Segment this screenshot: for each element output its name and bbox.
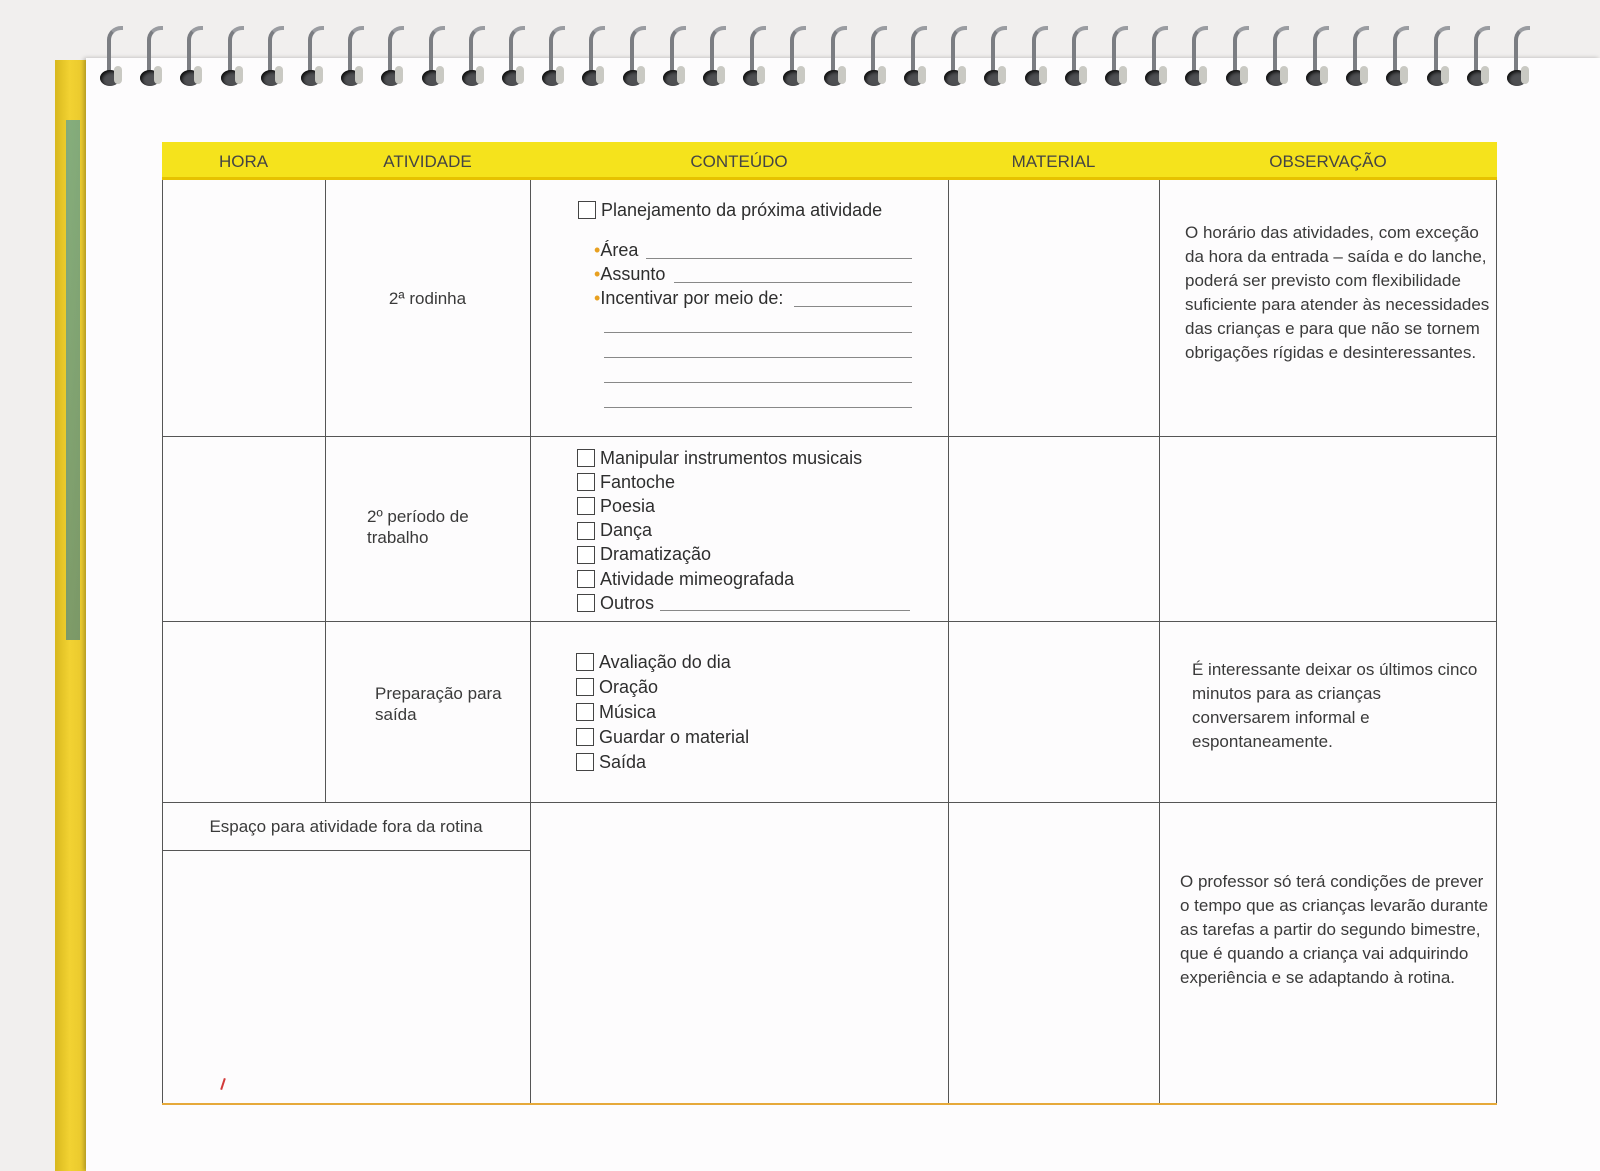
row3-observacao: É interessante deixar os últimos cinco minutos para as crianças conversarem informal e espontaneamente.: [1192, 660, 1478, 751]
spiral-ring: [138, 18, 168, 94]
spiral-ring: [942, 18, 972, 94]
spiral-ring: [460, 18, 490, 94]
checkbox-box[interactable]: [576, 678, 594, 696]
checkbox-box[interactable]: [576, 653, 594, 671]
bullet-incentivar: •Incentivar por meio de:: [594, 288, 784, 308]
checkbox-label: Música: [599, 701, 657, 722]
fill-line: [604, 332, 912, 333]
fill-line: [674, 282, 912, 283]
checkbox-label: Planejamento da próxima atividade: [601, 199, 883, 220]
fill-line: [660, 610, 910, 611]
fill-line: [604, 382, 912, 383]
fill-line: [794, 306, 912, 307]
checkbox-item[interactable]: [576, 750, 646, 774]
grid-line: [530, 180, 531, 1105]
table-header: [162, 142, 1497, 180]
routine-table: [162, 142, 1497, 1105]
spiral-ring: [540, 18, 570, 94]
spiral-ring: [1063, 18, 1093, 94]
header-material: MATERIAL: [1011, 152, 1096, 171]
checkbox-item[interactable]: [576, 700, 656, 724]
spiral-ring: [1183, 18, 1213, 94]
grid-line: [325, 180, 326, 802]
checkbox-box[interactable]: [578, 201, 596, 219]
checkbox-label: Avaliação do dia: [599, 651, 731, 672]
checkbox-label: Manipular instrumentos musicais: [600, 447, 863, 468]
checkbox-item[interactable]: [576, 650, 731, 674]
table-bottom-line: [162, 1103, 1497, 1105]
checkbox-label: Dramatização: [600, 544, 712, 565]
spiral-ring: [339, 18, 369, 94]
checkbox-box[interactable]: [576, 753, 594, 771]
checkbox-item[interactable]: [577, 470, 675, 494]
spiral-ring: [379, 18, 409, 94]
spiral-ring: [741, 18, 771, 94]
checkbox-box[interactable]: [577, 473, 595, 491]
row4-observacao: O professor só terá condições de prever o tempo que as crianças levarão durante as tarefas a partir do segundo bimestre, que é quando a criança vai adquirindo experiência e se adaptando à rotina.: [1180, 872, 1489, 987]
spiral-ring: [1023, 18, 1053, 94]
spiral-ring: [1103, 18, 1133, 94]
spiral-ring: [1224, 18, 1254, 94]
spiral-ring: [219, 18, 249, 94]
spiral-ring: [299, 18, 329, 94]
checkbox-label: Dança: [600, 520, 653, 541]
grid-line: [948, 180, 949, 1105]
checkbox-label: Oração: [599, 676, 659, 697]
grid-line: [162, 436, 1497, 437]
spiral-ring: [781, 18, 811, 94]
checkbox-box[interactable]: [576, 703, 594, 721]
header-atividade: ATIVIDADE: [383, 152, 472, 171]
spiral-ring: [1344, 18, 1374, 94]
spiral-ring: [1465, 18, 1495, 94]
spiral-ring: [580, 18, 610, 94]
grid-line: [162, 802, 1497, 803]
spiral-ring: [701, 18, 731, 94]
checkbox-label: Outros: [600, 592, 655, 613]
grid-line: [1496, 180, 1497, 1105]
row2-atividade: 2º período de trabalho: [367, 507, 469, 547]
checkbox-item[interactable]: [576, 675, 658, 699]
grid-line: [162, 621, 1497, 622]
spiral-ring: [621, 18, 651, 94]
header-hora: HORA: [218, 152, 269, 171]
checkbox-box[interactable]: [577, 449, 595, 467]
checkbox-box[interactable]: [577, 497, 595, 515]
spiral-ring: [1143, 18, 1173, 94]
row1-observacao: O horário das atividades, com exceção da hora da entrada – saída e do lanche, poderá ser previsto com flexibilidade suficiente para atender às necessidades das crianças e para que não se tornem obrigações rígidas e desinteressantes.: [1185, 223, 1490, 362]
cover-stripe: [66, 120, 80, 640]
checkbox-planejamento[interactable]: [578, 198, 882, 222]
spiral-ring: [500, 18, 530, 94]
checkbox-label: Saída: [599, 751, 647, 772]
checkbox-item[interactable]: [577, 519, 652, 543]
checkbox-box[interactable]: [576, 728, 594, 746]
header-observacao: OBSERVAÇÃO: [1269, 152, 1387, 171]
fill-line: [646, 258, 912, 259]
row3-atividade: Preparação para saída: [375, 684, 502, 724]
checkbox-box[interactable]: [577, 522, 595, 540]
checkbox-item[interactable]: [577, 494, 655, 518]
spiral-ring: [259, 18, 289, 94]
grid-line: [1159, 180, 1160, 1105]
table-body: [162, 180, 1497, 1105]
spiral-binding: [86, 18, 1600, 98]
checkbox-item[interactable]: [577, 567, 794, 591]
checkbox-item[interactable]: [576, 725, 749, 749]
spiral-ring: [98, 18, 128, 94]
spiral-ring: [661, 18, 691, 94]
spiral-ring: [982, 18, 1012, 94]
spiral-ring: [1425, 18, 1455, 94]
spiral-ring: [862, 18, 892, 94]
checkbox-label: Guardar o material: [599, 726, 750, 747]
spiral-ring: [1505, 18, 1535, 94]
grid-line: [162, 850, 530, 851]
spiral-ring: [178, 18, 208, 94]
bullet-area: •Área: [594, 240, 639, 260]
fill-line: [604, 357, 912, 358]
row4-label: Espaço para atividade fora da rotina: [209, 817, 483, 836]
row1-atividade: 2ª rodinha: [388, 289, 467, 308]
spiral-ring: [1384, 18, 1414, 94]
checkbox-label: Poesia: [600, 495, 656, 516]
checkbox-box[interactable]: [577, 570, 595, 588]
checkbox-box[interactable]: [577, 594, 595, 612]
checkbox-item[interactable]: [577, 446, 862, 470]
bullet-assunto: •Assunto: [594, 264, 666, 284]
spiral-ring: [902, 18, 932, 94]
checkbox-label: Atividade mimeografada: [600, 568, 795, 589]
header-conteudo: CONTEÚDO: [690, 152, 788, 171]
fill-line: [604, 407, 912, 408]
spiral-ring: [1304, 18, 1334, 94]
checkbox-label: Fantoche: [600, 471, 676, 492]
checkbox-item[interactable]: [577, 543, 711, 567]
spiral-ring: [420, 18, 450, 94]
checkbox-box[interactable]: [577, 546, 595, 564]
grid-line: [162, 180, 163, 1105]
spiral-ring: [822, 18, 852, 94]
spiral-ring: [1264, 18, 1294, 94]
checkbox-item[interactable]: [577, 591, 654, 615]
